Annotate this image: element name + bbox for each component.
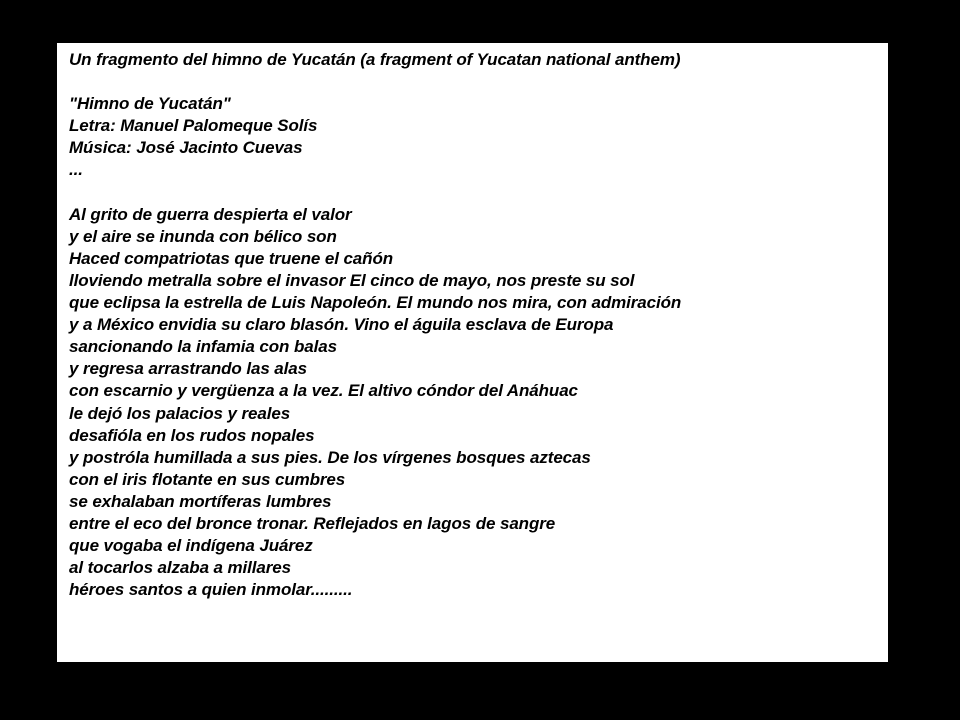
verse-line: se exhalaban mortíferas lumbres: [69, 491, 332, 511]
verse-line: Al grito de guerra despierta el valor: [69, 204, 352, 224]
document-text: [69, 49, 878, 601]
verse-line: al tocarlos alzaba a millares: [69, 558, 291, 578]
anthem-title: "Himno de Yucatán": [69, 94, 231, 114]
document-heading: Un fragmento del himno de Yucatán (a fragment of Yucatan national anthem): [69, 50, 681, 69]
blank-line: [69, 182, 878, 204]
verse-line: que eclipsa la estrella de Luis Napoleón. El mundo nos mira, con admiración: [69, 293, 682, 313]
verse-line: sancionando la infamia con balas: [69, 337, 337, 357]
blank-line: [69, 71, 878, 93]
verse-line: y regresa arrastrando las alas: [69, 359, 307, 379]
verse-line: Haced compatriotas que truene el cañón: [69, 248, 394, 268]
verse-line: y el aire se inunda con bélico son: [69, 226, 337, 246]
verse-line: lloviendo metralla sobre el invasor El cinco de mayo, nos preste su sol: [69, 270, 635, 290]
verse-line: con escarnio y vergüenza a la vez. El altivo cóndor del Anáhuac: [69, 381, 578, 401]
verse-line: héroes santos a quien inmolar.........: [69, 580, 353, 600]
verse-line: desafióla en los rudos nopales: [69, 425, 315, 445]
verse-line: que vogaba el indígena Juárez: [69, 536, 313, 556]
verse-line: con el iris flotante en sus cumbres: [69, 469, 346, 489]
verse-line: le dejó los palacios y reales: [69, 403, 291, 423]
verse-line: y postróla humillada a sus pies. De los vírgenes bosques aztecas: [69, 447, 591, 467]
ellipsis: ...: [69, 160, 83, 180]
document-page: [57, 43, 888, 662]
lyrics-credit: Letra: Manuel Palomeque Solís: [69, 116, 318, 136]
verse-line: y a México envidia su claro blasón. Vino el águila esclava de Europa: [69, 315, 614, 335]
verse-line: entre el eco del bronce tronar. Reflejados en lagos de sangre: [69, 513, 556, 533]
music-credit: Música: José Jacinto Cuevas: [69, 138, 303, 158]
